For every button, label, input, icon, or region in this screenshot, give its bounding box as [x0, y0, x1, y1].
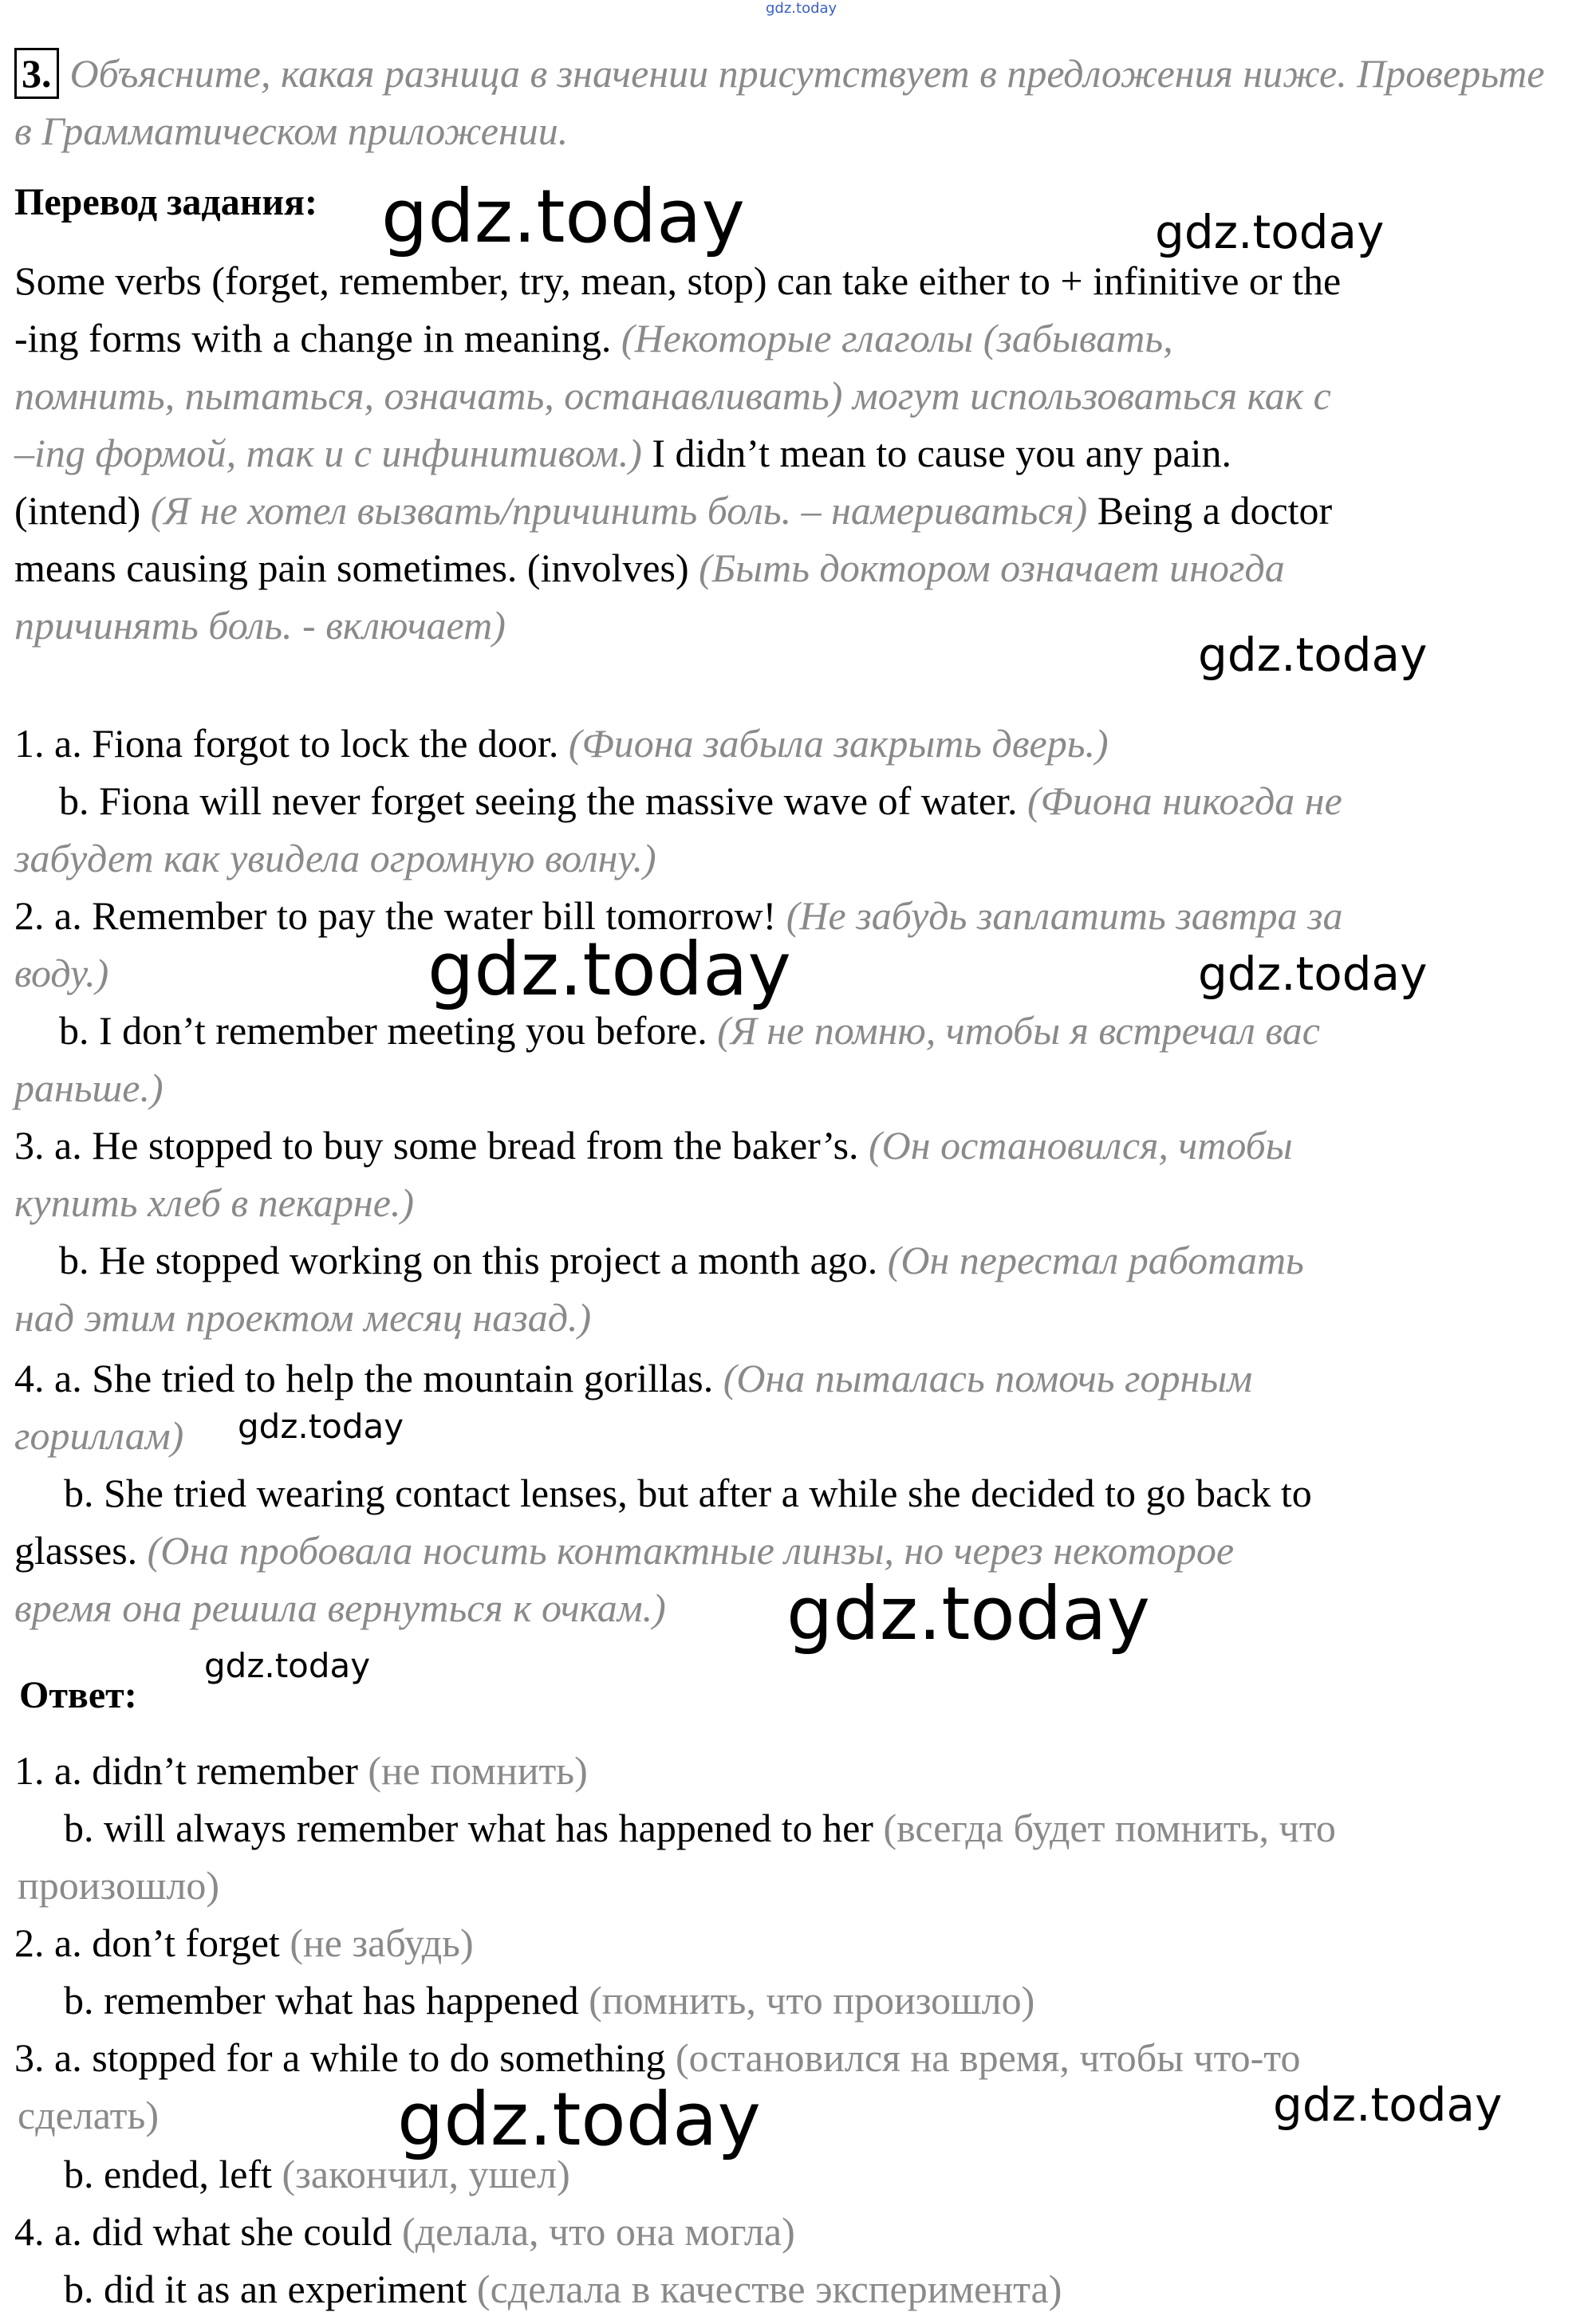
answer-3a: 3. a. stopped for a while to do something (остановился на время, чтобы что-то — [14, 2035, 1301, 2080]
item-4a: 4. a. She tried to help the mountain gorillas. (Она пыталась помочь горным — [14, 1356, 1253, 1400]
task-number: 3. — [14, 48, 59, 99]
translation-line: (intend) (Я не хотел вызвать/причинить боль. – намериваться) Being a doctor — [14, 488, 1333, 533]
watermark: gdz.today — [428, 927, 791, 1012]
item-3b-cont: над этим проектом месяц назад.) — [14, 1295, 592, 1340]
translation-title: Перевод задания: — [14, 181, 317, 223]
watermark: gdz.today — [1198, 947, 1428, 1001]
answer-1a: 1. a. didn’t remember (не помнить) — [14, 1748, 588, 1793]
watermark: gdz.today — [1155, 205, 1385, 259]
item-4a-cont: гориллам) — [14, 1413, 184, 1458]
item-1a: 1. a. Fiona forgot to lock the door. (Фиона забыла закрыть дверь.) — [14, 721, 1109, 766]
item-1b: b. Fiona will never forget seeing the massive wave of water. (Фиона никогда не — [59, 778, 1342, 823]
item-4b: b. She tried wearing contact lenses, but after a while she decided to go back to — [64, 1471, 1312, 1515]
answer-title: Ответ: — [19, 1674, 137, 1716]
answer-1b: b. will always remember what has happened to her (всегда будет помнить, что — [64, 1806, 1336, 1850]
watermark: gdz.today — [397, 2077, 761, 2162]
answer-3b: b. ended, left (закончил, ушел) — [64, 2152, 570, 2196]
watermark: gdz.today — [786, 1571, 1150, 1656]
answer-2a: 2. a. don’t forget (не забудь) — [14, 1920, 474, 1965]
translation-line: Some verbs (forget, remember, try, mean, stop) can take either to + infinitive or the — [14, 258, 1342, 303]
answer-4a: 4. a. did what she could (делала, что она могла) — [14, 2209, 795, 2254]
watermark: gdz.today — [238, 1407, 404, 1446]
translation-line: means causing pain sometimes. (involves) (Быть доктором означает иногда — [14, 546, 1285, 590]
watermark: gdz.today — [381, 174, 745, 259]
answer-3a-cont: сделать) — [18, 2093, 159, 2137]
task-instruction-cont: в Грамматическом приложении. — [14, 108, 569, 153]
item-4b-cont: время она решила вернуться к очкам.) — [14, 1585, 666, 1630]
translation-line: -ing forms with a change in meaning. (Некоторые глаголы (забывать, — [14, 316, 1173, 360]
watermark: gdz.today — [1198, 628, 1428, 682]
item-3a: 3. a. He stopped to buy some bread from the baker’s. (Он остановился, чтобы — [14, 1123, 1293, 1168]
item-2a: 2. a. Remember to pay the water bill tomorrow! (Не забудь заплатить завтра за — [14, 893, 1343, 938]
translation-line: причинять боль. - включает) — [14, 603, 506, 648]
answer-2b: b. remember what has happened (помнить, что произошло) — [64, 1978, 1035, 2023]
watermark: gdz.today — [1273, 2078, 1503, 2132]
watermark: gdz.today — [204, 1646, 371, 1685]
answer-4b: b. did it as an experiment (сделала в качестве эксперимента) — [64, 2267, 1062, 2311]
translation-line: –ing формой, так и с инфинитивом.) I didn’t mean to cause you any pain. — [14, 431, 1232, 475]
item-4b-cont: glasses. (Она пробовала носить контактные линзы, но через некоторое — [14, 1528, 1235, 1573]
item-3a-cont: купить хлеб в пекарне.) — [14, 1180, 415, 1225]
item-2a-cont: воду.) — [14, 951, 109, 995]
watermark-top: gdz.today — [766, 0, 837, 17]
item-2b-cont: раньше.) — [14, 1065, 164, 1110]
answer-1b-cont: произошло) — [18, 1863, 220, 1908]
item-2b: b. I don’t remember meeting you before. (Я не помню, чтобы я встречал вас — [59, 1008, 1320, 1053]
translation-line: помнить, пытаться, означать, останавливать) могут использоваться как с — [14, 373, 1331, 418]
item-1b-cont: забудет как увидела огромную волну.) — [14, 836, 656, 880]
item-3b: b. He stopped working on this project a month ago. (Он перестал работать — [59, 1238, 1304, 1282]
task-instruction: 3. Объясните, какая разница в значении присутствует в предложения ниже. Проверьте — [14, 45, 1545, 102]
